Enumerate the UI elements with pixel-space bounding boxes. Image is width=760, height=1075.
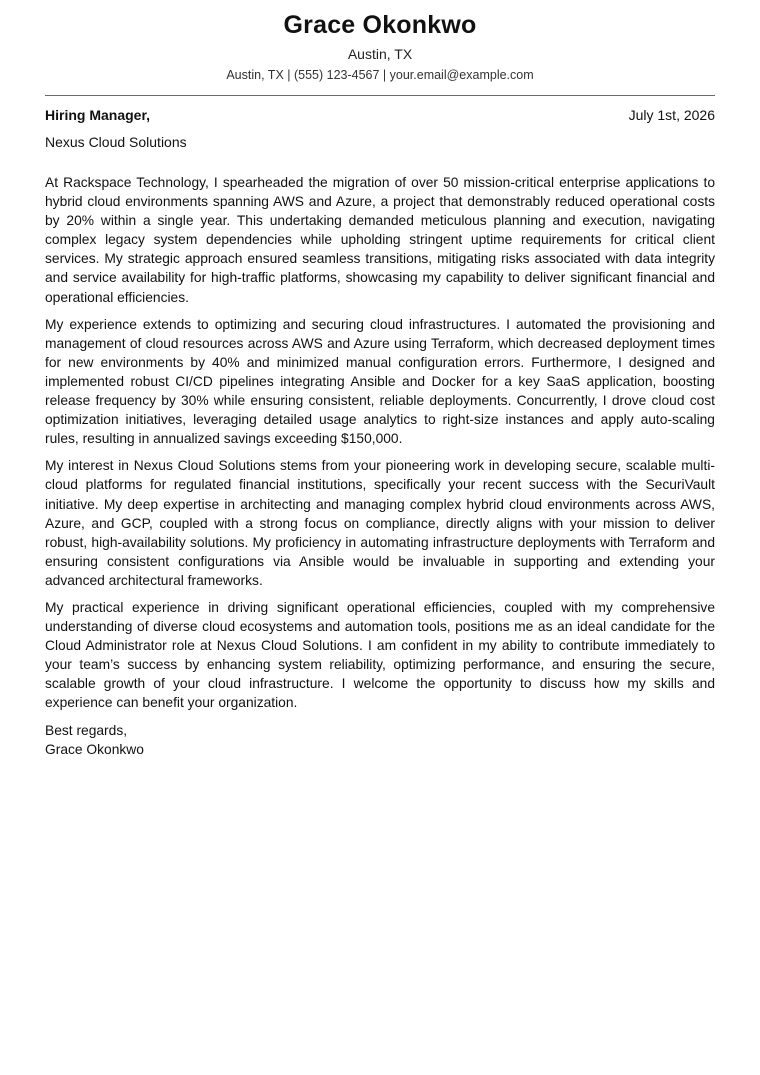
applicant-contact-line: Austin, TX | (555) 123-4567 | your.email@example.com (226, 68, 534, 82)
body-paragraph-2: My experience extends to optimizing and securing cloud infrastructures. I automated the provisioning and management of cloud resources across AWS and Azure using Terraform, which decreased deployment times for new environments by 40% and minimized manual configuration errors. Furthermore, I designed and implemented robust CI/CD pipelines integrating Ansible and Docker for a key SaaS application, boosting release frequency by 30% while ensuring consistent, reliable deployments. Concurrently, I drove cloud cost optimization initiatives, leveraging detailed usage analytics to right-size instances and apply auto-scaling rules, resulting in annualized savings exceeding $150,000. (45, 316, 715, 447)
closing-phrase: Best regards, (45, 722, 128, 738)
recipient-company: Nexus Cloud Solutions (45, 134, 187, 150)
letter-date: July 1st, 2026 (628, 107, 715, 123)
header-divider (45, 95, 715, 96)
letter-body (45, 173, 715, 713)
applicant-location: Austin, TX (347, 46, 413, 62)
letter-header (45, 8, 715, 84)
letter-closing (45, 721, 715, 760)
applicant-name: Grace Okonkwo (283, 11, 477, 39)
signature-name: Grace Okonkwo (45, 742, 144, 758)
body-paragraph-1: At Rackspace Technology, I spearheaded the migration of over 50 mission-critical enterprise applications to hybrid cloud environments spanning AWS and Azure, a project that demonstrably reduced operational costs by 20% within a single year. This undertaking demanded meticulous planning and execution, navigating complex legacy system dependencies while upholding stringent uptime requirements for critical client services. My strategic approach ensured seamless transitions, mitigating risks associated with data integrity and service availability for high-traffic platforms, showcasing my capability to deliver significant financial and operational efficiencies. (45, 175, 715, 305)
recipient-date-row (45, 105, 715, 125)
body-paragraph-4: My practical experience in driving significant operational efficiencies, coupled with my comprehensive understanding of diverse cloud ecosystems and automation tools, positions me as an ideal candidate for the Cloud Administrator role at Nexus Cloud Solutions. I am confident in my ability to contribute immediately to your team’s success by enhancing system reliability, optimizing performance, and ensuring the secure, scalable growth of your cloud infrastructure. I welcome the opportunity to discuss how my skills and experience can benefit your organization. (45, 599, 715, 711)
body-paragraph-3: My interest in Nexus Cloud Solutions stems from your pioneering work in developing secure, scalable multi-cloud platforms for regulated financial institutions, specifically your recent success with the SecuriVault initiative. My deep expertise in architecting and managing complex hybrid cloud environments across AWS, Azure, and GCP, coupled with a strong focus on compliance, directly aligns with your mission to deliver robust, high-availability solutions. My proficiency in automating infrastructure deployments with Terraform and ensuring consistent configurations via Ansible would be invaluable in supporting and extending your advanced architectural frameworks. (45, 458, 715, 588)
recipient-salutation: Hiring Manager, (45, 107, 151, 123)
